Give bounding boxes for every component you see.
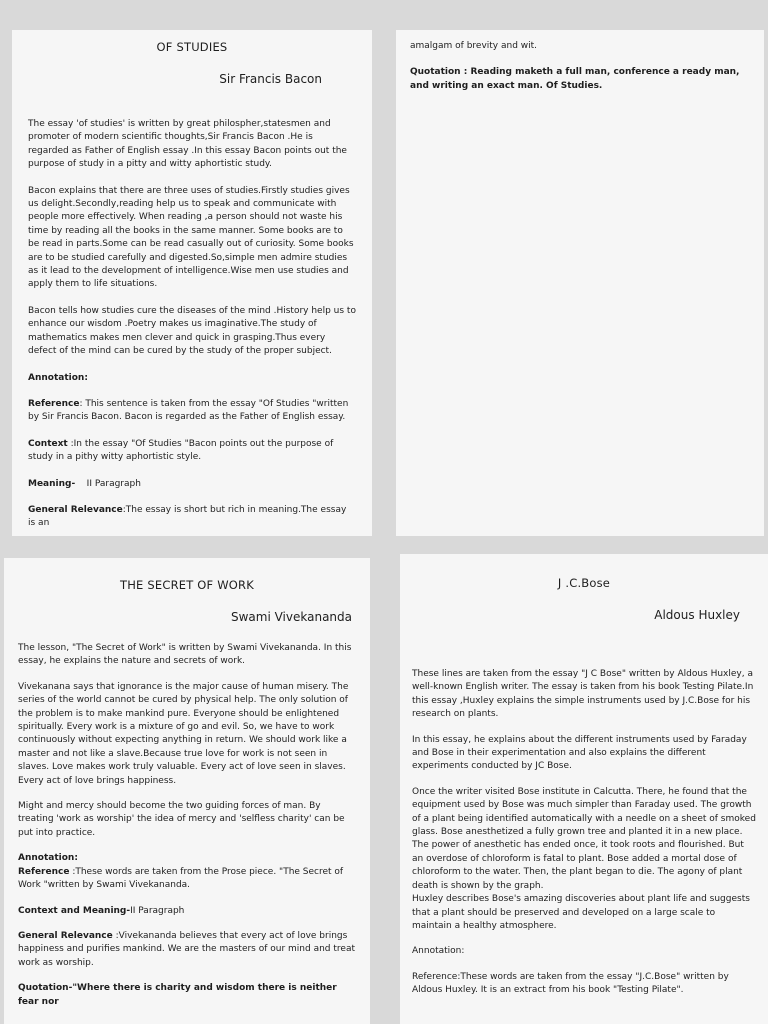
- paragraph: Might and mercy should become the two guiding forces of man. By treating 'work as worship' the idea of mercy and 'selfless charity' can be put into practice.: [18, 801, 345, 838]
- context-text: II Paragraph: [130, 905, 185, 916]
- quotation-text: "Where there is charity and wisdom there is neither fear nor: [18, 983, 337, 1007]
- paragraph: Huxley describes Bose's amazing discoveries about plant life and suggests that a plant should be preserved and developed on a large scale to maintain a healthy atmosphere.: [412, 894, 750, 931]
- reference-paragraph: [28, 398, 356, 425]
- paragraph: Once the writer visited Bose institute in Calcutta. There, he found that the equipment used by Bose was much simpler than Faraday used. The growth of a plant being identified automatically with a needle on a sheet of smoked glass. Bose anesthetized a fully grown tree and planted it in a new place. The power of anesthetic has ended once, it took roots and flourished. But an overdose of chloroform is fatal to plant. Bose added a mortal dose of chloroform to the water. Then, the plant began to die. The agony of plant death is shown by the graph.: [412, 786, 756, 891]
- reference-label: Reference: [18, 866, 70, 877]
- relevance-text: :Vivekananda believes that every act of love brings happiness and purifies mankind. We are the masters of our mind and treat work as worship.: [18, 930, 355, 968]
- reference-text: :These words are taken from the Prose piece. "The Secret of Work "written by Swami Vivekananda.: [18, 866, 344, 891]
- meaning-text: II Paragraph: [75, 478, 141, 489]
- reference-paragraph: [18, 866, 356, 893]
- paragraph: The lesson, "The Secret of Work" is written by Swami Vivekananda. In this essay, he explains the nature and secrets of work.: [18, 643, 352, 667]
- page-jc-bose: [400, 554, 768, 1024]
- annotation-heading: Annotation:: [412, 946, 465, 957]
- page-title: OF STUDIES: [156, 40, 228, 54]
- relevance-text: :The essay is short but rich in meaning.The essay is an: [28, 504, 347, 529]
- relevance-paragraph: [28, 504, 356, 531]
- paragraph: Vivekanana says that ignorance is the major cause of human misery. The series of the world cannot be cured by physical help. The only solution of the problem is to make mankind pure. Everyone should be enlightened spiritually. Every work is a mixture of go and evil. So, we have to work continuously without expecting anything in return. We should work like a master and not like a slave.Because true love for work is not seen in slaves. Love makes work truly valuable. Every act of love seen in slaves. Every act of love brings happiness.: [18, 681, 349, 786]
- context-label: Context and Meaning-: [18, 905, 131, 916]
- page-secret-of-work: [4, 558, 370, 1024]
- quotation-text: Reading maketh a full man, conference a ready man, and writing an exact man. Of Studies.: [410, 67, 740, 91]
- relevance-label: General Relevance: [18, 930, 113, 941]
- page-of-studies-continued: [396, 30, 764, 536]
- quotation-label: Quotation-: [18, 983, 73, 994]
- reference-paragraph: Reference:These words are taken from the essay "J.C.Bose" written by Aldous Huxley. It is an extract from his book "Testing Pilate".: [412, 971, 729, 996]
- paragraph: In this essay, he explains about the different instruments used by Faraday and Bose in their experimentation and also explains the different experiments conducted by JC Bose.: [412, 734, 747, 772]
- continued-text: amalgam of brevity and wit.: [410, 41, 538, 51]
- quotation-label: Quotation :: [410, 67, 468, 78]
- context-label: Context: [28, 438, 68, 449]
- author-name: Sir Francis Bacon: [219, 72, 322, 86]
- page-of-studies: [12, 30, 372, 536]
- page-title: J .C.Bose: [557, 576, 611, 590]
- paragraph: These lines are taken from the essay "J C Bose" written by Aldous Huxley, a well-known English writer. The essay is taken from his book Testing Pilate.In this essay ,Huxley explains the simple instruments used by J.C.Bose for his research on plants.: [412, 669, 754, 720]
- annotation-heading: Annotation:: [28, 372, 88, 383]
- meaning-paragraph: [28, 478, 356, 491]
- relevance-paragraph: [18, 930, 356, 970]
- relevance-label: General Relevance: [28, 504, 123, 515]
- quotation-paragraph: [410, 66, 750, 93]
- paragraph: Bacon explains that there are three uses of studies.Firstly studies gives us delight.Secondly,reading help us to speak and communicate with people more effectively. When reading ,a person should not waste his time by reading all the books in the same manner. Some books are to be read in parts.Some can be read casually out of curiosity. Some books are to be studied carefully and digested.So,simple men admire studies as it lead to the development of intelligence.Wise men use studies and apply them to life situations.: [28, 185, 354, 290]
- paragraph: The essay 'of studies' is written by great philospher,statesmen and promoter of modern scientific thoughts,Sir Francis Bacon .He is regarded as Father of English essay .In this essay Bacon points out the purpose of study in a pitty and witty aphortistic study.: [28, 119, 347, 170]
- author-name: Swami Vivekananda: [230, 610, 352, 624]
- paragraph: Bacon tells how studies cure the diseases of the mind .History help us to enhance our wisdom .Poetry makes us imaginative.The study of mathematics makes men clever and quick in grasping.Thus every defect of the mind can be cured by the study of the proper subject.: [28, 305, 356, 357]
- context-text: :In the essay "Of Studies "Bacon points out the purpose of study in a pithy witty aphortistic style.: [28, 438, 334, 463]
- author-name: Aldous Huxley: [654, 608, 740, 622]
- meaning-label: Meaning-: [28, 478, 76, 489]
- context-paragraph: [18, 905, 356, 918]
- reference-label: Reference: [28, 398, 80, 409]
- quotation-paragraph: [18, 982, 356, 1009]
- context-paragraph: [28, 438, 356, 465]
- page-title: THE SECRET OF WORK: [119, 578, 254, 592]
- reference-text: : This sentence is taken from the essay "Of Studies "written by Sir Francis Bacon. Bacon is regarded as the Father of English essay.: [28, 398, 349, 423]
- annotation-heading: Annotation:: [18, 853, 78, 864]
